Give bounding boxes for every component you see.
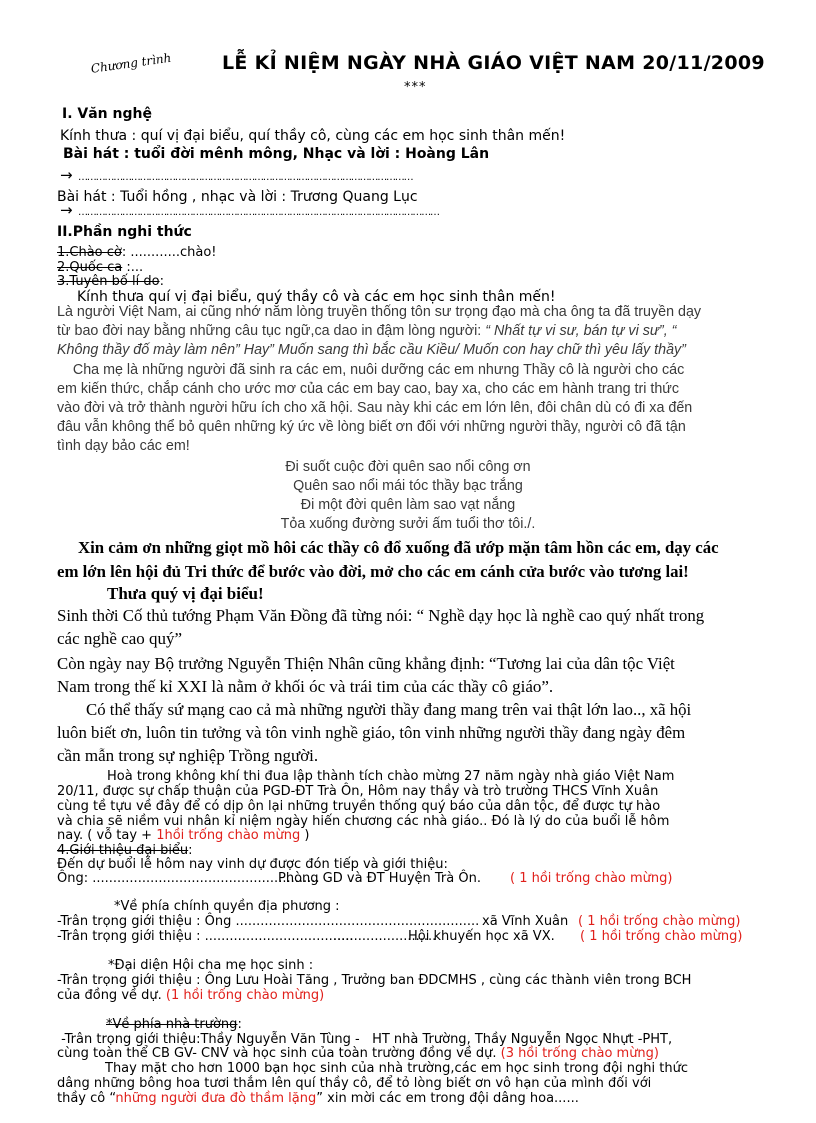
para-1-line-2: [57, 323, 676, 339]
item-1-text: : ............chào!: [121, 245, 217, 260]
thanks-line-1: Xin cảm ơn những giọt mồ hôi các thầy cô đổ xuống đã ướp mặn tâm hồn các em, dạy các: [78, 538, 719, 557]
drum-note: (1 hồi trống chào mừng): [165, 988, 325, 1003]
celebration-line-2: 20/11, được sự chấp thuận của PGD-ĐT Trà Ôn, Hôm nay thầy và trò trường THCS Vĩnh Xuân: [57, 784, 659, 799]
item-2-label: 2.Quốc ca: [57, 260, 123, 275]
gov-line-2-org: Hội khuyến học xã VX.: [408, 929, 555, 944]
flower-text-a: thầy cô “: [57, 1091, 116, 1106]
song-2-line: Bài hát : Tuổi hồng , nhạc và lời : Trương Quang Lục: [57, 189, 418, 205]
poem-line-2: Quên sao nổi mái tóc thầy bạc trắng: [293, 478, 523, 494]
celebration-line-1: Hoà trong không khí thi đua lập thành tích chào mừng 27 năm ngày nhà giáo Việt Nam: [107, 769, 675, 784]
school-heading-label: *Về phía nhà trường: [106, 1017, 238, 1032]
section-1-heading: I. Văn nghệ: [62, 106, 152, 122]
item-3-label: 3.Tuyên bố lí do: [57, 274, 160, 289]
program-signature: Chương trình: [90, 50, 173, 76]
para-1-text: từ bao đời nay bằng những câu tục ngữ,ca dao in đậm lòng người:: [57, 323, 486, 339]
para-1-line-1: Là người Việt Nam, ai cũng nhớ năm lòng truyền thống tôn sư trọng đạo mà cha ông ta đã truyền dạy: [57, 304, 702, 320]
flower-text-c: ” xin mời các em trong đội dâng hoa......: [316, 1091, 579, 1106]
greeting-line: Kính thưa : quí vị đại biểu, quí thầy cô, cùng các em học sinh thân mến!: [60, 128, 566, 144]
dotted-line-2: ……………………………………………………………………………………………………………: [78, 207, 439, 218]
proverb-quote: “ Nhất tự vi sư, bán tự vi sư”, “: [485, 323, 677, 339]
address-line: Kính thưa quí vị đại biểu, quý thầy cô và các em học sinh thân mến!: [77, 289, 556, 305]
flower-line-2: dâng những bông hoa tươi thắm lên quí thầy cô, để tỏ lòng biết ơn vô hạn của mình đối với: [57, 1076, 652, 1091]
para-2-line-3: vào đời và trở thành người hữu ích cho xã hội. Sau này khi các em lớn lên, đôi chân dù có đi xa đến: [57, 400, 693, 416]
dotted-line-1: ……………………………………………………………………………………………………: [78, 172, 413, 183]
school-line-1: -Trân trọng giới thiệu:Thầy Nguyễn Văn Tùng - HT nhà Trường, Thầy Nguyễn Ngọc Nhựt -PHT,: [57, 1032, 673, 1047]
arrow-icon: →: [60, 201, 73, 219]
quote-ntn-line-2: Nam trong thế kỉ XXI là nằm ở khối óc và trái tim của các thầy cô giáo”.: [57, 677, 554, 696]
item-2-text: :...: [122, 260, 144, 275]
poem-line-3: Đi một đời quên làm sao vạt nắng: [300, 497, 516, 513]
item-4-text: :: [188, 843, 193, 858]
para-1-line-3: Không thầy đố mày làm nên” Hay” Muốn sang thì bắc cầu Kiều/ Muốn con hay chữ thì yêu lấy thầy”: [57, 342, 686, 358]
mission-line-1: Có thể thấy sứ mạng cao cả mà những người thầy đang mang trên vai thật lớn lao.., xã hội: [86, 700, 692, 719]
school-line-2: [57, 1046, 659, 1061]
school-heading: [106, 1017, 242, 1032]
celebration-line-3: cùng tề tựu về đây để có dịp ôn lại những truyền thống quý báo của dân tộc, để được tự hào: [57, 799, 661, 814]
thanks-line-2: em lớn lên hội đủ Tri thức để bước vào đời, mở cho các em cánh cửa bước vào tương lai!: [57, 562, 689, 581]
drum-note: 1hồi trống chào mừng: [156, 828, 301, 843]
parent-line-1: -Trân trọng giới thiệu : Ông Lưu Hoài Tăng , Trưởng ban ĐDCMHS , cùng các thành viên trong BCH: [57, 973, 692, 988]
intro-line: Đến dự buổi lễ hôm nay vinh dự được đón tiếp và giới thiệu:: [57, 857, 448, 872]
quote-pvd-line-2: các nghề cao quý”: [57, 629, 183, 648]
para-2-line-1: Cha mẹ là những người đã sinh ra các em, nuôi dưỡng các em nhưng Thầy cô là người cho các: [57, 362, 685, 378]
parent-text: của đồng về dự.: [57, 988, 166, 1003]
paren-close: ): [300, 828, 310, 843]
phong-gd-org: Phòng GD và ĐT Huyện Trà Ôn.: [278, 871, 481, 886]
drum-note: ( 1 hồi trống chào mừng): [578, 914, 741, 929]
ong-line: Ông: .......................................................: [57, 871, 320, 886]
item-4-guests: [57, 843, 193, 858]
item-4-label: 4.Giới thiệu đại biểu: [57, 843, 189, 858]
mission-line-3: cần mẫn trong sự nghiệp Trồng người.: [57, 746, 319, 765]
parent-line-2: [57, 988, 324, 1003]
gov-line-1-org: xã Vĩnh Xuân: [482, 914, 569, 929]
applause-text: nay. ( vỗ tay +: [57, 828, 157, 843]
item-3-reason: [57, 274, 164, 289]
quote-ntn-line-1: Còn ngày nay Bộ trưởng Nguyễn Thiện Nhân cũng khẳng định: “Tương lai của dân tộc Việt: [57, 654, 675, 673]
item-3-text: :: [159, 274, 164, 289]
mission-line-2: luôn biết ơn, luôn tin tưởng và tôn vinh nghề giáo, tôn vinh những người thầy đang ngày đêm: [57, 723, 686, 742]
section-2-heading: II.Phần nghi thức: [57, 224, 192, 240]
parent-heading: *Đại diện Hội cha mẹ học sinh :: [108, 958, 314, 973]
flower-line-3: [57, 1091, 579, 1106]
title-stars: ***: [404, 80, 427, 95]
flower-line-1: Thay mặt cho hơn 1000 bạn học sinh của nhà trường,các em học sinh trong đội nghi thức: [105, 1061, 689, 1076]
school-heading-colon: :: [237, 1017, 242, 1032]
song-1-line: Bài hát : tuổi đời mênh mông, Nhạc và lời : Hoàng Lân: [63, 146, 490, 162]
school-text: cùng toàn thể CB GV- CNV và học sinh của toàn trường đồng về dự.: [57, 1046, 501, 1061]
drum-note: ( 1 hồi trống chào mừng): [580, 929, 743, 944]
quote-pvd-line-1: Sinh thời Cố thủ tướng Phạm Văn Đồng đã từng nói: “ Nghề dạy học là nghề cao quý nhất trong: [57, 606, 705, 625]
para-2-line-2: em kiến thức, chắp cánh cho ước mơ của các em bay cao, bay xa, cho các em hành trang tri thức: [57, 381, 680, 397]
gov-line-2: -Trân trọng giới thiệu : ....................................: [57, 929, 354, 944]
para-2-line-4: đâu vẫn không thể bỏ quên những ký ức về lòng biết ơn đối với những người thầy, người cô đã tận: [57, 419, 686, 435]
item-1-label: 1.Chào cờ: [57, 245, 122, 260]
ferryman-phrase: những người đưa đò thầm lặng: [115, 1091, 317, 1106]
item-1-flag-salute: [57, 245, 217, 260]
gov-heading: *Về phía chính quyền địa phương :: [114, 899, 340, 914]
celebration-line-4: và chia sẽ niềm vui nhân kỉ niệm ngày hiến chương các nhà giáo.. Đó là lý do của buổi lễ hôm: [57, 814, 670, 829]
para-2-line-5: tình dạy bảo các em!: [57, 438, 190, 454]
arrow-icon: →: [60, 166, 73, 184]
poem-line-4: Tỏa xuống đường sưởi ấm tuổi thơ tôi./.: [280, 516, 536, 532]
dear-guests: Thưa quý vị đại biểu!: [107, 584, 264, 603]
drum-note: (3 hồi trống chào mừng): [500, 1046, 659, 1061]
gov-line-2-dots: .........................: [333, 929, 437, 944]
page-title: LỄ KỈ NIỆM NGÀY NHÀ GIÁO VIỆT NAM 20/11/2009: [222, 52, 765, 74]
poem-line-1: Đi suốt cuộc đời quên sao nổi công ơn: [285, 459, 531, 475]
celebration-line-5: [57, 828, 310, 843]
gov-line-1: -Trân trọng giới thiệu : Ông ...........................................................: [57, 914, 480, 929]
drum-note: ( 1 hồi trống chào mừng): [510, 871, 673, 886]
item-2-anthem: [57, 260, 143, 275]
